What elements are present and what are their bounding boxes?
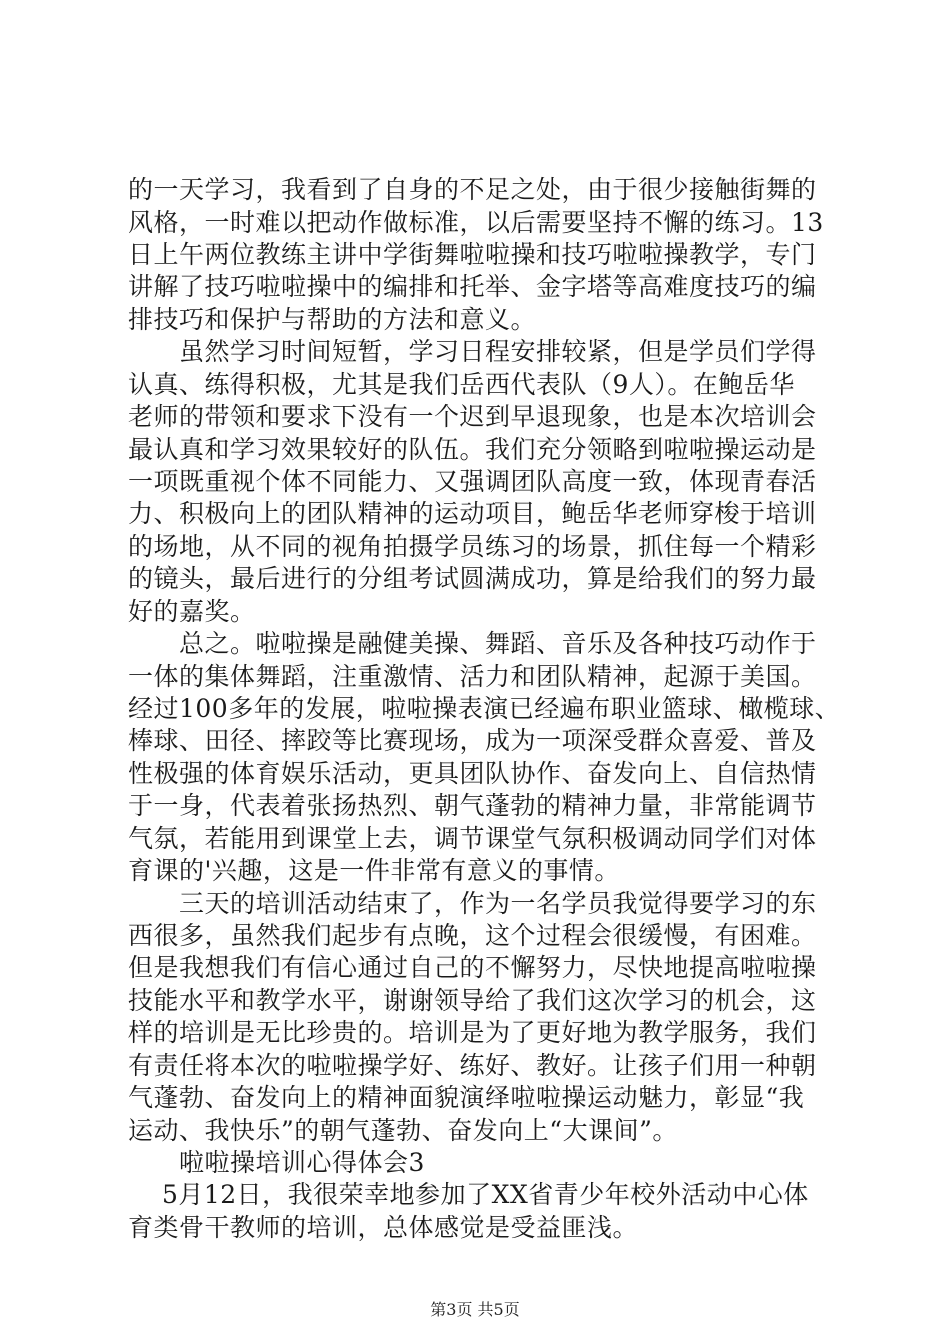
text-line: 风格，一时难以把动作做标准，以后需要坚持不懈的练习。13 [128,208,824,237]
text-line: 于一身，代表着张扬热烈、朝气蓬勃的精神力量，非常能调节 [128,791,817,820]
text-line: 性极强的体育娱乐活动，更具团队协作、奋发向上、自信热情 [128,759,817,788]
text-line: 排技巧和保护与帮助的方法和意义。 [128,305,537,334]
text-line: 棒球、田径、摔跤等比赛现场，成为一项深受群众喜爱、普及 [128,726,817,755]
text-line: 力、积极向上的团队精神的运动项目，鲍岳华老师穿梭于培训 [128,499,817,528]
text-line: 认真、练得积极，尤其是我们岳西代表队（9人）。在鲍岳华 [128,370,795,399]
text-line: 老师的带领和要求下没有一个迟到早退现象，也是本次培训会 [128,402,817,431]
text-line: 经过100多年的发展，啦啦操表演已经遍布职业篮球、橄榄球、 [128,694,841,723]
text-line: 的一天学习，我看到了自身的不足之处，由于很少接触街舞的 [128,175,817,204]
text-line: 有责任将本次的啦啦操学好、练好、教好。让孩子们用一种朝 [128,1051,817,1080]
text-line: 的镜头，最后进行的分组考试圆满成功，算是给我们的努力最 [128,564,817,593]
text-line: 气氛，若能用到课堂上去，调节课堂气氛积极调动同学们对体 [128,824,817,853]
text-line: 育类骨干教师的培训，总体感觉是受益匪浅。 [128,1213,639,1242]
text-line: 一项既重视个体不同能力、又强调团队高度一致，体现青春活 [128,467,817,496]
section-heading: 啦啦操培训心得体会3 [128,1148,425,1177]
text-line: 样的培训是无比珍贵的。培训是为了更好地为教学服务，我们 [128,1018,817,1047]
text-line: 的场地，从不同的视角拍摄学员练习的场景，抓住每一个精彩 [128,532,817,561]
text-line: 育课的'兴趣，这是一件非常有意义的事情。 [128,856,620,885]
text-line: 三天的培训活动结束了，作为一名学员我觉得要学习的东 [128,889,817,918]
text-line: 讲解了技巧啦啦操中的编排和托举、金字塔等高难度技巧的编 [128,272,817,301]
page-footer: 第3页 共5页 [430,1300,520,1319]
text-line: 运动、我快乐”的朝气蓬勃、奋发向上“大课间”。 [128,1116,678,1145]
text-line: 西很多，虽然我们起步有点晚，这个过程会很缓慢，有困难。 [128,921,817,950]
text-line: 最认真和学习效果较好的队伍。我们充分领略到啦啦操运动是 [128,435,817,464]
text-line: 但是我想我们有信心通过自己的不懈努力，尽快地提高啦啦操 [128,953,817,982]
text-line: 日上午两位教练主讲中学街舞啦啦操和技巧啦啦操教学，专门 [128,240,817,269]
text-line: 虽然学习时间短暂，学习日程安排较紧，但是学员们学得 [128,337,817,366]
text-line: 总之。啦啦操是融健美操、舞蹈、音乐及各种技巧动作于 [128,629,817,658]
text-line: 技能水平和教学水平，谢谢领导给了我们这次学习的机会，这 [128,986,817,1015]
text-line: 气蓬勃、奋发向上的精神面貌演绎啦啦操运动魅力，彰显“我 [128,1083,805,1112]
text-line: 5月12日，我很荣幸地参加了XX省青少年校外活动中心体 [128,1180,809,1209]
text-line: 一体的集体舞蹈，注重激情、活力和团队精神，起源于美国。 [128,662,817,691]
text-line: 好的嘉奖。 [128,597,256,626]
